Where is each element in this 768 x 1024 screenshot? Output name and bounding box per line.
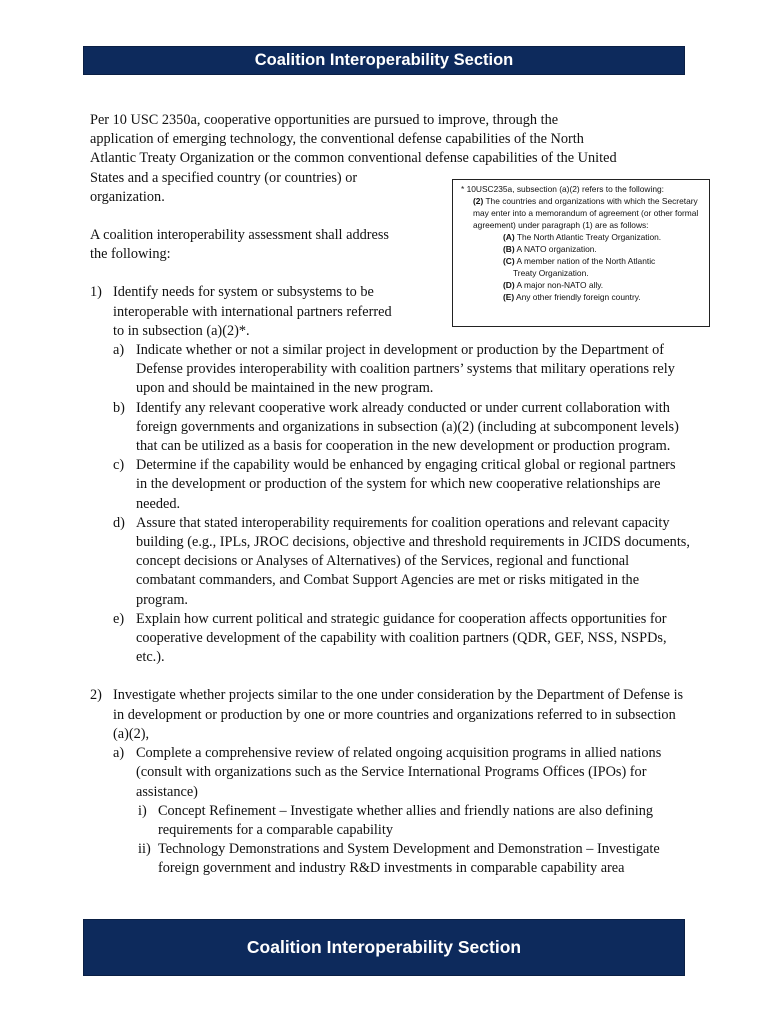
section-footer-title: Coalition Interoperability Section bbox=[246, 937, 522, 957]
sub-sub-item-2a-ii bbox=[90, 840, 690, 878]
section-header-banner bbox=[83, 46, 685, 75]
footnote-item-label: (A) bbox=[503, 232, 515, 242]
list-item-2 bbox=[90, 686, 690, 744]
sub-item-2a bbox=[90, 744, 690, 802]
section-footer-banner bbox=[83, 919, 685, 976]
footnote-item-label: (E) bbox=[503, 292, 515, 302]
footnote-item bbox=[461, 243, 703, 255]
list-item-line: to in subsection (a)(2)*. bbox=[113, 322, 250, 339]
sub-item-1b bbox=[90, 399, 690, 457]
sub-item-text: Indicate whether or not a similar project in development or production by the Department of Defense provides interoperability with coalition partners’ systems that military operations rely upon and should be maintained in the new program. bbox=[136, 342, 675, 397]
sub-sub-item-text: Technology Demonstrations and System Development and Demonstration – Investigate foreign government and industry R&D investments in comparable capability area bbox=[158, 841, 660, 877]
sub-item-number: a) bbox=[113, 745, 125, 762]
footnote-item bbox=[461, 231, 703, 243]
assessment-line: the following: bbox=[90, 246, 171, 263]
sub-item-number: b) bbox=[113, 399, 125, 416]
intro-line: application of emerging technology, the conventional defense capabilities of the North bbox=[90, 131, 584, 148]
list-item-line: Identify needs for system or subsystems to be bbox=[113, 284, 374, 301]
intro-line: organization. bbox=[90, 188, 165, 205]
list-item-line: interoperable with international partners referred bbox=[113, 303, 392, 320]
footnote-paragraph bbox=[461, 195, 703, 231]
sub-item-1e bbox=[90, 610, 690, 668]
footnote-item bbox=[461, 255, 703, 267]
sub-item-text: Determine if the capability would be enhanced by engaging critical global or regional partners in the development or production of the system for which new cooperative relationships are needed. bbox=[136, 457, 676, 512]
sub-item-1c bbox=[90, 456, 690, 514]
footnote-item-label: (D) bbox=[503, 280, 515, 290]
sub-item-text: Complete a comprehensive review of related ongoing acquisition programs in allied nations (consult with organizations such as the Service International Programs Offices (IPOs) for assistance) bbox=[136, 745, 662, 800]
sub-sub-item-2a-i bbox=[90, 802, 690, 840]
list-number: 1) bbox=[90, 284, 102, 301]
footnote-box bbox=[452, 179, 710, 327]
sub-item-text: Assure that stated interoperability requirements for coalition operations and relevant capacity building (e.g., IPLs, JROC decisions, objective and threshold requirements in JCIDS documents, concept decisions or Analyses of Alternatives) of the Services, regional and functional combatant commanders, and Combat Support Agencies are met or risks mitigated in the program. bbox=[136, 514, 690, 608]
sub-item-number: c) bbox=[113, 457, 125, 474]
assessment-line: A coalition interoperability assessment shall address bbox=[90, 227, 389, 244]
intro-line: Atlantic Treaty Organization or the common conventional defense capabilities of the United bbox=[90, 150, 617, 167]
footnote-item-text: Treaty Organization. bbox=[513, 268, 589, 278]
sub-item-text: Explain how current political and strategic guidance for cooperation affects opportunities for cooperative development of the capability with coalition partners (QDR, GEF, NSS, NSPDs, etc.). bbox=[136, 610, 667, 666]
sub-item-text: Identify any relevant cooperative work already conducted or under current collaboration with foreign governments and organizations in subsection (a)(2) (including at subcomponent levels) that can be utilized as a basis for cooperation in the new development or production program. bbox=[136, 399, 679, 455]
footnote-item-continuation bbox=[461, 267, 703, 279]
sub-item-1a bbox=[90, 341, 690, 399]
intro-line: Per 10 USC 2350a, cooperative opportunities are pursued to improve, through the bbox=[90, 112, 559, 128]
footnote-para-text: The countries and organizations with which the Secretary may enter into a memorandum of agreement (or other formal agreement) under paragraph (1) are as follows: bbox=[473, 196, 699, 230]
sub-item-number: d) bbox=[113, 514, 125, 531]
footnote-item bbox=[461, 279, 703, 291]
intro-line: States and a specified country (or countries) or bbox=[90, 169, 358, 186]
sub-item-number: e) bbox=[113, 610, 125, 627]
list-item-text: Investigate whether projects similar to the one under consideration by the Department of Defense is in development or production by one or more countries and organizations referred to in subsection (a)(2), bbox=[113, 687, 684, 742]
list-number: 2) bbox=[90, 687, 102, 704]
sub-sub-item-number: i) bbox=[138, 802, 147, 819]
footnote-item-text: A major non-NATO ally. bbox=[516, 280, 604, 290]
sub-sub-item-number: ii) bbox=[138, 841, 151, 858]
footnote-heading: * 10USC235a, subsection (a)(2) refers to the following: bbox=[461, 184, 664, 194]
sub-sub-item-text: Concept Refinement – Investigate whether allies and friendly nations are also defining requirements for a comparable capability bbox=[158, 802, 654, 838]
footnote-item-text: A NATO organization. bbox=[516, 244, 597, 254]
footnote-item-label: (B) bbox=[503, 244, 515, 254]
section-header-title: Coalition Interoperability Section bbox=[254, 51, 514, 69]
sub-item-number: a) bbox=[113, 342, 125, 359]
sub-item-1d bbox=[90, 514, 690, 610]
footnote-item-text: Any other friendly foreign country. bbox=[516, 292, 641, 302]
footnote-item-label: (C) bbox=[503, 256, 515, 266]
footnote-para-number: (2) bbox=[473, 196, 484, 206]
footnote-item bbox=[461, 291, 703, 303]
footnote-item-text: The North Atlantic Treaty Organization. bbox=[516, 232, 662, 242]
footnote-item-text: A member nation of the North Atlantic bbox=[516, 256, 656, 266]
